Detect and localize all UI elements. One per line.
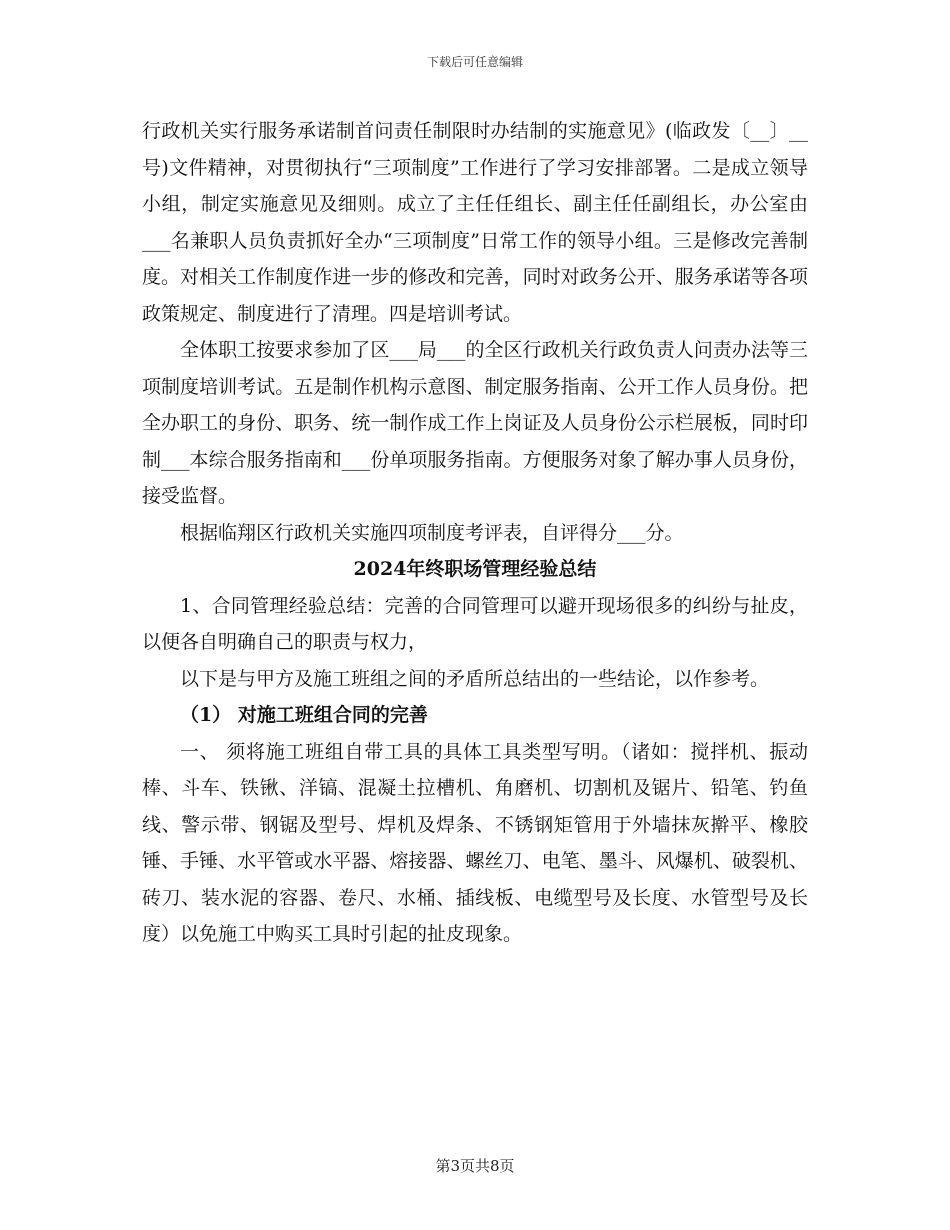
page-footer: 第3页共8页: [435, 1157, 515, 1175]
subsection-heading: （1） 对施工班组合同的完善: [180, 704, 428, 726]
paragraph-6: 一、 须将施工班组自带工具的具体工具类型写明。（诸如：搅拌机、振动棒、斗车、铁锹、洋镐、混凝土拉槽机、角磨机、切割机及锯片、铅笔、钓鱼线、警示带、钢锯及型号、焊机及焊条、不锈钢矩管用于外墙抹灰擀平、橡胶锤、手锤、水平管或水平器、熔接器、螺丝刀、电笔、墨斗、风爆机、破裂机、砖刀、装水泥的容器、卷尺、水桶、插线板、电缆型号及长度、水管型号及长度）以免施工中购买工具时引起的扯皮现象。: [142, 740, 808, 945]
section-title: 2024年终职场管理经验总结: [353, 558, 597, 580]
paragraph-2: 全体职工按要求参加了区___局___的全区行政机关行政负责人问责办法等三项制度培训考试。五是制作机构示意图、制定服务指南、公开工作人员身份。把全办职工的身份、职务、统一制作成工作上岗证及人员身份公示栏展板，同时印制___本综合服务指南和___份单项服务指南。方便服务对象了解办事人员身份，接受监督。: [142, 339, 808, 507]
paragraph-4: 1、合同管理经验总结：完善的合同管理可以避开现场很多的纠纷与扯皮，以便各自明确自己的职责与权力，: [142, 594, 808, 653]
document-body: [142, 113, 808, 953]
paragraph-1: 行政机关实行服务承诺制首问责任制限时办结制的实施意见》(临政发〔__〕__号)文件精神，对贯彻执行“三项制度”工作进行了学习安排部署。二是成立领导小组，制定实施意见及细则。成立了主任任组长、副主任任副组长，办公室由___名兼职人员负责抓好全办“三项制度”日常工作的领导小组。三是修改完善制度。对相关工作制度作进一步的修改和完善，同时对政务公开、服务承诺等各项政策规定、制度进行了清理。四是培训考试。: [142, 120, 808, 325]
page-header: 下载后可任意编辑: [426, 55, 523, 69]
paragraph-5: 以下是与甲方及施工班组之间的矛盾所总结出的一些结论，以作参考。: [180, 667, 770, 690]
paragraph-3: 根据临翔区行政机关实施四项制度考评表，自评得分___分。: [180, 521, 684, 544]
